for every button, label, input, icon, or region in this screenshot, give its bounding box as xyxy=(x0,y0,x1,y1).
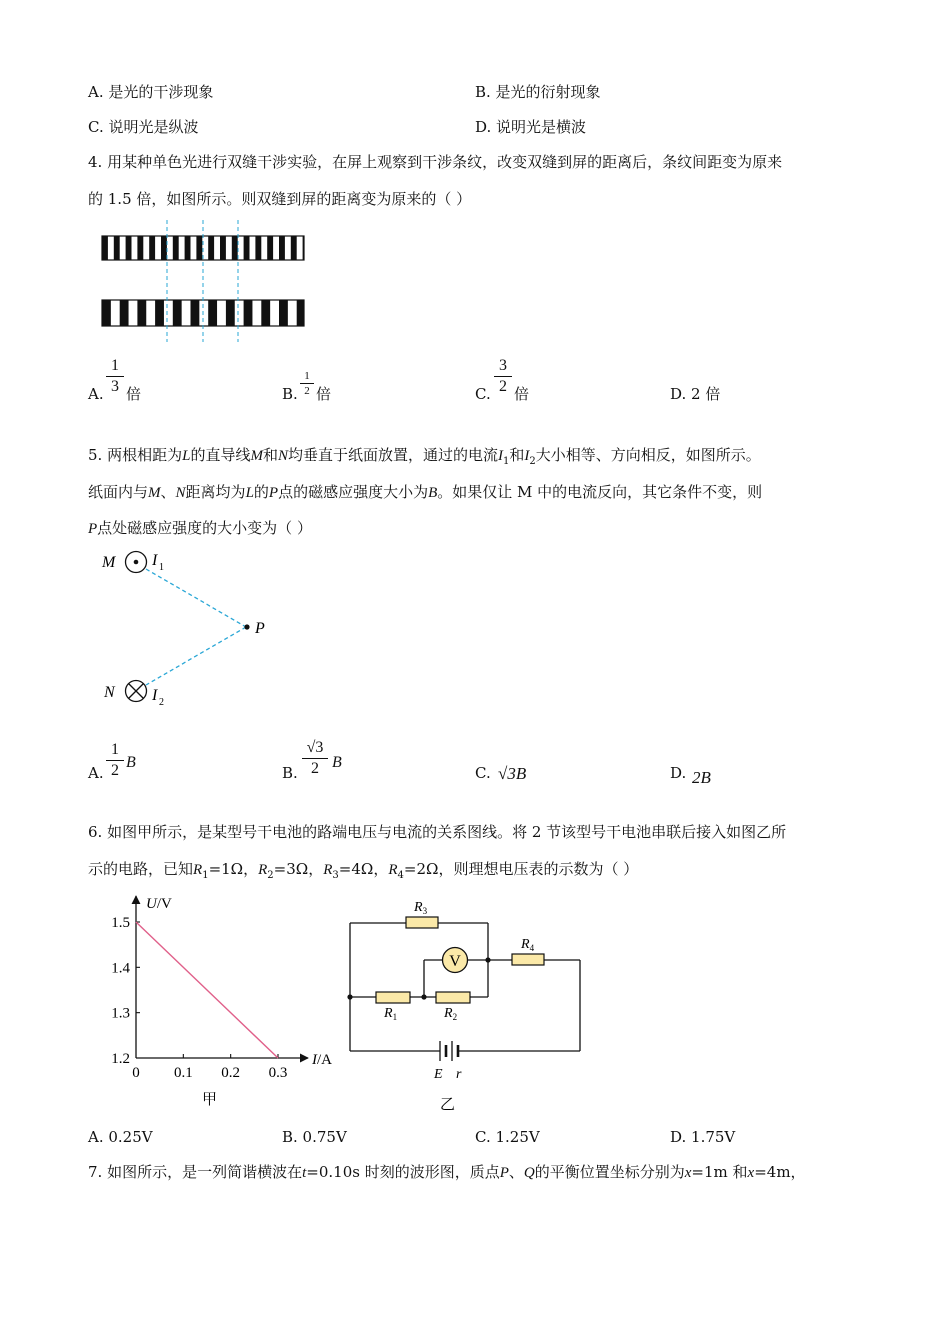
fringe-stripe xyxy=(173,236,179,260)
q4-option-a-label: A. xyxy=(88,385,104,403)
fringe-stripe xyxy=(173,300,182,326)
q5-option-d-value: 2B xyxy=(692,768,711,787)
fringe-stripe xyxy=(137,300,146,326)
fringe-stripe xyxy=(149,236,155,260)
fringe-stripe xyxy=(114,236,120,260)
fringe-stripe xyxy=(208,300,217,326)
numerator: 3 xyxy=(499,357,507,374)
label-internal-resistance: r xyxy=(456,1067,462,1082)
y-axis-label: U/V xyxy=(146,896,172,912)
q5-stem-line2: 纸面内与M、N距离均为L的P点的磁感应强度大小为B。如果仅让 M 中的电流反向，其它条件不变，则 xyxy=(88,483,763,501)
q5-option-a-label: A. xyxy=(88,764,104,782)
resistor-r2 xyxy=(436,992,470,1003)
x-tick-label: 0.1 xyxy=(173,1065,193,1081)
q5-option-b-label: B. xyxy=(282,764,298,782)
q7-stem-line1: 7. 如图所示，是一列简谐横波在t=0.10s 时刻的波形图，质点P、Q的平衡位置坐标分别为x=1m 和x=4m， xyxy=(88,1163,806,1181)
q4-option-d: D. 2 倍 xyxy=(670,385,721,403)
fringe-stripe xyxy=(297,300,304,326)
label-r4: $R_4$ xyxy=(521,937,535,953)
q6-option-d: D. 1.75V xyxy=(670,1128,736,1146)
q5-option-c-label: C. xyxy=(475,764,491,782)
q3-option-b: B. 是光的衍射现象 xyxy=(475,83,601,101)
fringe-stripe xyxy=(196,236,202,260)
q5-option-c-value: √3B xyxy=(498,764,527,783)
denominator: 3 xyxy=(111,378,119,395)
fringe-stripe xyxy=(220,236,226,260)
numerator: 1 xyxy=(111,357,119,374)
q3-option-c: C. 说明光是纵波 xyxy=(88,118,199,136)
fringe-stripe xyxy=(267,236,273,260)
resistor-r3 xyxy=(406,917,438,928)
label-r3: $R_3$ xyxy=(414,900,428,916)
q4-stem-line2: 的 1.5 倍，如图所示。则双缝到屏的距离变为原来的（ ） xyxy=(88,190,472,208)
fringe-stripe xyxy=(208,236,214,260)
q4-option-b-fraction xyxy=(300,370,314,397)
y-tick-label: 1.5 xyxy=(111,915,130,931)
q3-option-d: D. 说明光是横波 xyxy=(475,118,587,136)
y-tick-label: 1.2 xyxy=(111,1051,130,1067)
q5-option-b-tail: B xyxy=(332,754,342,771)
fringe-stripe xyxy=(232,236,238,260)
fringe-stripe xyxy=(191,300,200,326)
label-r1: $R_1$ xyxy=(384,1006,398,1022)
current-i2-label: I xyxy=(152,687,158,704)
fringe-stripe xyxy=(126,236,132,260)
x-tick-label: 0 xyxy=(132,1065,140,1081)
q5-option-b-fraction: √3 2 xyxy=(302,739,328,778)
fringe-stripe xyxy=(102,300,111,326)
y-tick-label: 1.4 xyxy=(111,960,130,977)
fringe-stripe xyxy=(255,236,261,260)
label-emf: E xyxy=(434,1067,443,1082)
q6-ui-graph xyxy=(100,892,350,1114)
q5-stem-line1: 5. 两根相距为L的直导线M和N均垂直于纸面放置，通过的电流$I_1$和$I_2$大小相等、方向相反，如图所示。 xyxy=(88,446,761,467)
svg-text:2: 2 xyxy=(159,697,164,708)
current-i1-label: I xyxy=(152,552,158,569)
q3-option-a: A. 是光的干涉现象 xyxy=(88,83,214,101)
y-tick-label: 1.3 xyxy=(111,1005,130,1022)
fringe-stripe xyxy=(244,236,250,260)
fringe-stripe xyxy=(120,300,129,326)
q4-option-a-fraction xyxy=(106,357,124,396)
q5-wire-figure xyxy=(100,545,275,710)
fringe-stripe xyxy=(279,300,288,326)
fringe-stripe xyxy=(303,236,304,260)
fringe-stripe xyxy=(279,236,285,260)
point-p xyxy=(244,624,249,629)
wire-m-label: M xyxy=(102,554,116,571)
q4-option-b-unit: 倍 xyxy=(316,385,332,403)
point-p-label: P xyxy=(255,620,265,637)
q4-option-c-label: C. xyxy=(475,385,491,403)
q6-option-b: B. 0.75V xyxy=(282,1128,347,1146)
figure-caption-yi: 乙 xyxy=(440,1097,456,1113)
x-tick-label: 0.3 xyxy=(268,1065,288,1081)
wire-n-label: N xyxy=(104,684,115,701)
fringe-stripe xyxy=(137,236,143,260)
fringe-stripe xyxy=(244,300,253,326)
q6-stem-line2: 示的电路，已知$R_1=1\Omega$，$R_2=3\Omega$，$R_3=4\Omega$，$R_4=2\Omega$，则理想电压表的示数为（ ） xyxy=(88,860,639,881)
svg-text:1: 1 xyxy=(159,562,164,573)
denominator: 2 xyxy=(499,378,507,395)
fringe-stripe xyxy=(102,236,108,260)
figure-caption-jia: 甲 xyxy=(202,1092,218,1108)
series-line-ui xyxy=(136,922,278,1058)
fringe-stripe xyxy=(185,236,191,260)
q4-stem-line1: 4. 用某种单色光进行双缝干涉实验，在屏上观察到干涉条纹，改变双缝到屏的距离后，条纹间距变为原来 xyxy=(88,153,783,171)
q4-option-a-unit: 倍 xyxy=(126,385,142,403)
resistor-r1 xyxy=(376,992,410,1003)
q6-stem-line1: 6. 如图甲所示，是某型号干电池的路端电压与电流的关系图线。将 2 节该型号干电池串联后接入如图乙所 xyxy=(88,823,787,841)
voltmeter-label: V xyxy=(449,953,461,970)
q6-circuit-figure xyxy=(340,895,590,1115)
q6-option-c: C. 1.25V xyxy=(475,1128,540,1146)
q4-option-b-label: B. xyxy=(282,385,298,403)
q4-fringe-figure xyxy=(98,220,308,345)
q4-option-c-unit: 倍 xyxy=(514,385,530,403)
q5-option-d-label: D. xyxy=(670,764,687,782)
fringe-stripe xyxy=(226,300,235,326)
label-r2: $R_2$ xyxy=(444,1006,458,1022)
resistor-r4 xyxy=(512,954,544,965)
q6-option-a: A. 0.25V xyxy=(88,1128,153,1146)
q5-option-a-fraction: 1 2 xyxy=(106,741,124,780)
numerator: 1 xyxy=(304,370,310,382)
fringe-stripe xyxy=(261,300,270,326)
fringe-stripe xyxy=(161,236,167,260)
q5-option-a-tail: B xyxy=(126,754,136,771)
q4-option-c-fraction xyxy=(494,357,512,396)
x-axis-label: I/A xyxy=(312,1052,332,1068)
q5-stem-line3: P点处磁感应强度的大小变为（ ） xyxy=(88,519,312,537)
x-tick-label: 0.2 xyxy=(221,1065,241,1081)
fringe-stripe xyxy=(291,236,297,260)
denominator: 2 xyxy=(304,385,310,397)
fringe-stripe xyxy=(155,300,164,326)
